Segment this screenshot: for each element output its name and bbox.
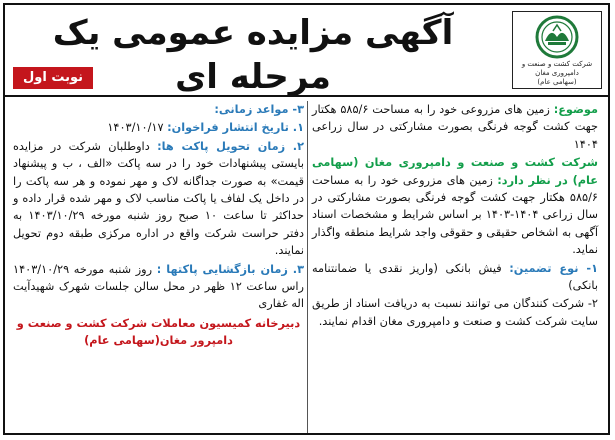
company-label: شرکت کشت و صنعت و دامپروری مغان (سهامی عام) در نظر دارد: — [312, 156, 599, 187]
logo-caption-line1: شرکت کشت و صنعت و — [521, 60, 593, 68]
documents-paragraph: ۲- شرکت کنندگان می توانند نسبت به دریافت اسناد از طریق سایت شرکت کشت و صنعت و دامپروری مغان اقدام نمایند. — [312, 297, 598, 328]
column-divider — [307, 101, 308, 433]
edition-badge: نوبت اول — [13, 67, 93, 89]
notice-frame — [3, 3, 610, 435]
company-paragraph — [312, 154, 598, 258]
deadlines-label: ۳- مواعد زمانی: — [214, 103, 304, 116]
right-column — [312, 101, 598, 331]
subject-text: زمین های مزروعی خود را به مساحت ۵۸۵/۶ هکتار جهت کشت گوجه فرنگی بصورت مشارکتی در سال زراعی ۱۴۰۴ — [312, 103, 598, 151]
publish-date-value: ۱۴۰۳/۱۰/۱۷ — [107, 121, 164, 135]
company-text: زمین های مزروعی خود را به مساحت ۵۸۵/۶ هکتار جهت کشت گوجه فرنگی بصورت مشارکتی در سال زراعی ۱۴۰۴-۱۴۰۳ بر اساس شرایط و مشخصات اسناد آگهی به اشخاص حقیقی و حقوقی واجد شرایط منطقه واگذار نماید. — [312, 173, 598, 257]
delivery-paragraph — [13, 138, 304, 260]
opening-label: ۳. زمان بازگشایی پاکتها : — [156, 262, 304, 276]
subject-paragraph — [312, 101, 598, 153]
opening-paragraph — [13, 261, 304, 313]
logo-caption-line3: (سهامی عام) — [537, 78, 577, 86]
notice-title: آگهی مزایده عمومی یک مرحله ای — [52, 13, 454, 97]
left-column — [13, 101, 304, 350]
notice-header — [5, 5, 608, 97]
deadlines-heading — [13, 101, 304, 118]
guarantee-paragraph — [312, 260, 598, 295]
subject-label: موضوع: — [553, 103, 598, 116]
signature: دبیرخانه کمیسیون معاملات شرکت کشت و صنعت و دامپرور مغان(سهامی عام) — [16, 316, 301, 348]
logo-caption-line2: دامپروری مغان — [535, 69, 579, 77]
delivery-text: داوطلبان شرکت در مزایده بایستی پیشنهادات خود را در سه پاکت «الف ، ب و پیشنهاد قیمت» به صورت جداگانه لاک و مهر نموده و هر سه پاکت را در داخل یک لفاف یا پاکت مناسب لاک و مهر شده قرار داده و حداکثر تا ساعت ۱۰ صبح روز شنبه مورخه ۱۴۰۳/۱۰/۲۹ به دفتر حراست شرکت واقع در اداره مرکزی طبقه دوم تحویل نمایند. — [13, 139, 304, 258]
delivery-label: ۲. زمان تحویل پاکت ها: — [157, 139, 304, 153]
company-emblem-icon — [531, 15, 583, 59]
guarantee-label: ۱- نوع تضمین: — [509, 261, 599, 275]
logo-caption — [513, 60, 601, 87]
publish-date-label: ۱. تاریخ انتشار فراخوان: — [167, 121, 304, 135]
opening-text: روز شنبه مورخه ۱۴۰۳/۱۰/۲۹ راس ساعت ۱۲ ظهر در محل سالن جلسات شهرک شهیدآیت اله غفاری — [13, 262, 304, 311]
company-logo — [512, 11, 602, 89]
guarantee-text: فیش بانکی (واریز نقدی یا ضمانتنامه بانکی) — [312, 261, 598, 293]
publish-date-paragraph — [13, 119, 304, 136]
